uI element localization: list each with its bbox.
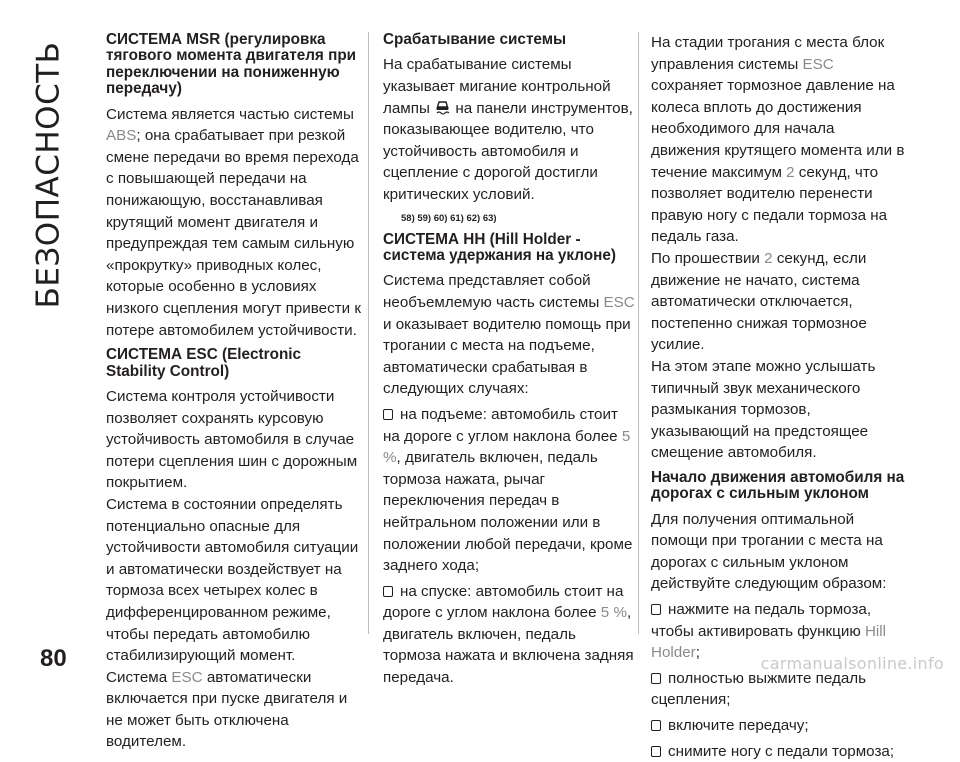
- column-divider: [368, 32, 369, 634]
- esc-term: ESC: [171, 668, 203, 686]
- list-item: на спуске: автомобиль стоит на дороге с углом наклона более 5 %, двигатель включен, педаль тормоза нажата и включена задняя передача.: [383, 582, 634, 687]
- watermark: carmanualsonline.info: [760, 654, 944, 673]
- activation-heading: Срабатывание системы: [383, 31, 567, 48]
- bullet-icon: [651, 720, 661, 731]
- msr-heading: СИСТЕМА MSR (регулировка тягового момента двигателя при переключении на пониженную передачу): [106, 31, 357, 98]
- bullet-icon: [651, 604, 661, 615]
- esc-paragraph-2: Система в состоянии определять потенциально опасные для устойчивости автомобиля ситуации и автоматически воздействует на тормоза всех четырех колес в дифференцированном режиме, чтобы передать автомобилю стабилизирующий момент.: [106, 495, 359, 665]
- bullet-icon: [383, 409, 393, 420]
- column-3: [651, 32, 907, 762]
- hh-paragraph: Система представляет собой необъемлемую часть системы ESC и оказывает водителю помощь при трогании с места на подъеме, автоматически срабатывая в следующих случаях:: [383, 272, 635, 398]
- bullet-icon: [651, 673, 661, 684]
- list-item: включите передачу;: [651, 715, 907, 737]
- start-paragraph: Для получения оптимальной помощи при трогании с места на дорогах с сильным уклоном действуйте следующим образом:: [651, 510, 887, 593]
- esc-warning-lamp-icon: [435, 101, 450, 115]
- hh-detail-paragraph-1: На стадии трогания с места блок управления системы ESC сохраняет тормозное давление на колеса вплоть до достижения необходимого для начала движения крутящего момента или в течение максимум 2 секунд, что позволяет водителю перенести правую ногу с педали тормоза на педаль газа.: [651, 34, 905, 246]
- hh-detail-paragraph-3: На этом этапе можно услышать типичный звук механического размыкания тормозов, указывающий на предстоящее смещение автомобиля.: [651, 357, 876, 462]
- list-item: полностью выжмите педаль сцепления;: [651, 669, 867, 709]
- column-divider: [638, 32, 639, 634]
- warning-references: 58) 59) 60) 61) 62) 63): [401, 212, 497, 224]
- bullet-icon: [651, 746, 661, 757]
- esc-heading: СИСТЕМА ESC (Electronic Stability Control): [106, 346, 302, 380]
- hh-detail-paragraph-2: По прошествии 2 секунд, если движение не начато, система автоматически отключается, постепенно снижая тормозное усилие.: [651, 249, 867, 354]
- column-2: [383, 32, 637, 689]
- start-heading: Начало движения автомобиля на дорогах с сильным уклоном: [651, 468, 905, 503]
- msr-paragraph: Система является частью системы ABS; она срабатывает при резкой смене передачи во время перехода с повышающей передачи на понижающую, восстанавливая крутящий момент двигателя и предупреждая тем самым сильную «прокрутку» приводных колес, которые особенно в условиях низкого сцепления могут привести к потере автомобилем устойчивости.: [106, 105, 361, 339]
- section-title: БЕЗОПАСНОСТЬ: [30, 41, 67, 309]
- abs-term: ABS: [106, 127, 137, 145]
- esc-paragraph-3: Система ESC автоматически включается при пуске двигателя и не может быть отключена водителем.: [106, 668, 348, 751]
- activation-paragraph: На срабатывание системы указывает мигание контрольной лампы на панели инструментов, показывающее водителю, что устойчивость автомобиля и сцепление с дорогой достигли критических условий.: [383, 56, 633, 203]
- bullet-icon: [383, 586, 393, 597]
- page-number: 80: [40, 645, 67, 672]
- hh-heading: СИСТЕМА HH (Hill Holder - система удержания на уклоне): [383, 230, 616, 264]
- esc-term: ESC: [603, 293, 635, 311]
- list-item: нажмите на педаль тормоза, чтобы активировать функцию Hill Holder;: [651, 601, 887, 662]
- list-item: снимите ногу с педали тормоза;: [651, 741, 907, 762]
- esc-paragraph-1: Система контроля устойчивости позволяет сохранять курсовую устойчивость автомобиля в случае потери сцепления шин с дорожным покрытием.: [106, 387, 358, 492]
- column-1: [106, 32, 362, 753]
- list-item: на подъеме: автомобиль стоит на дороге с углом наклона более 5 %, двигатель включен, педаль тормоза нажата, рычаг переключения передач в нейтральном положении или в положении любой передачи, кроме заднего хода;: [383, 405, 633, 575]
